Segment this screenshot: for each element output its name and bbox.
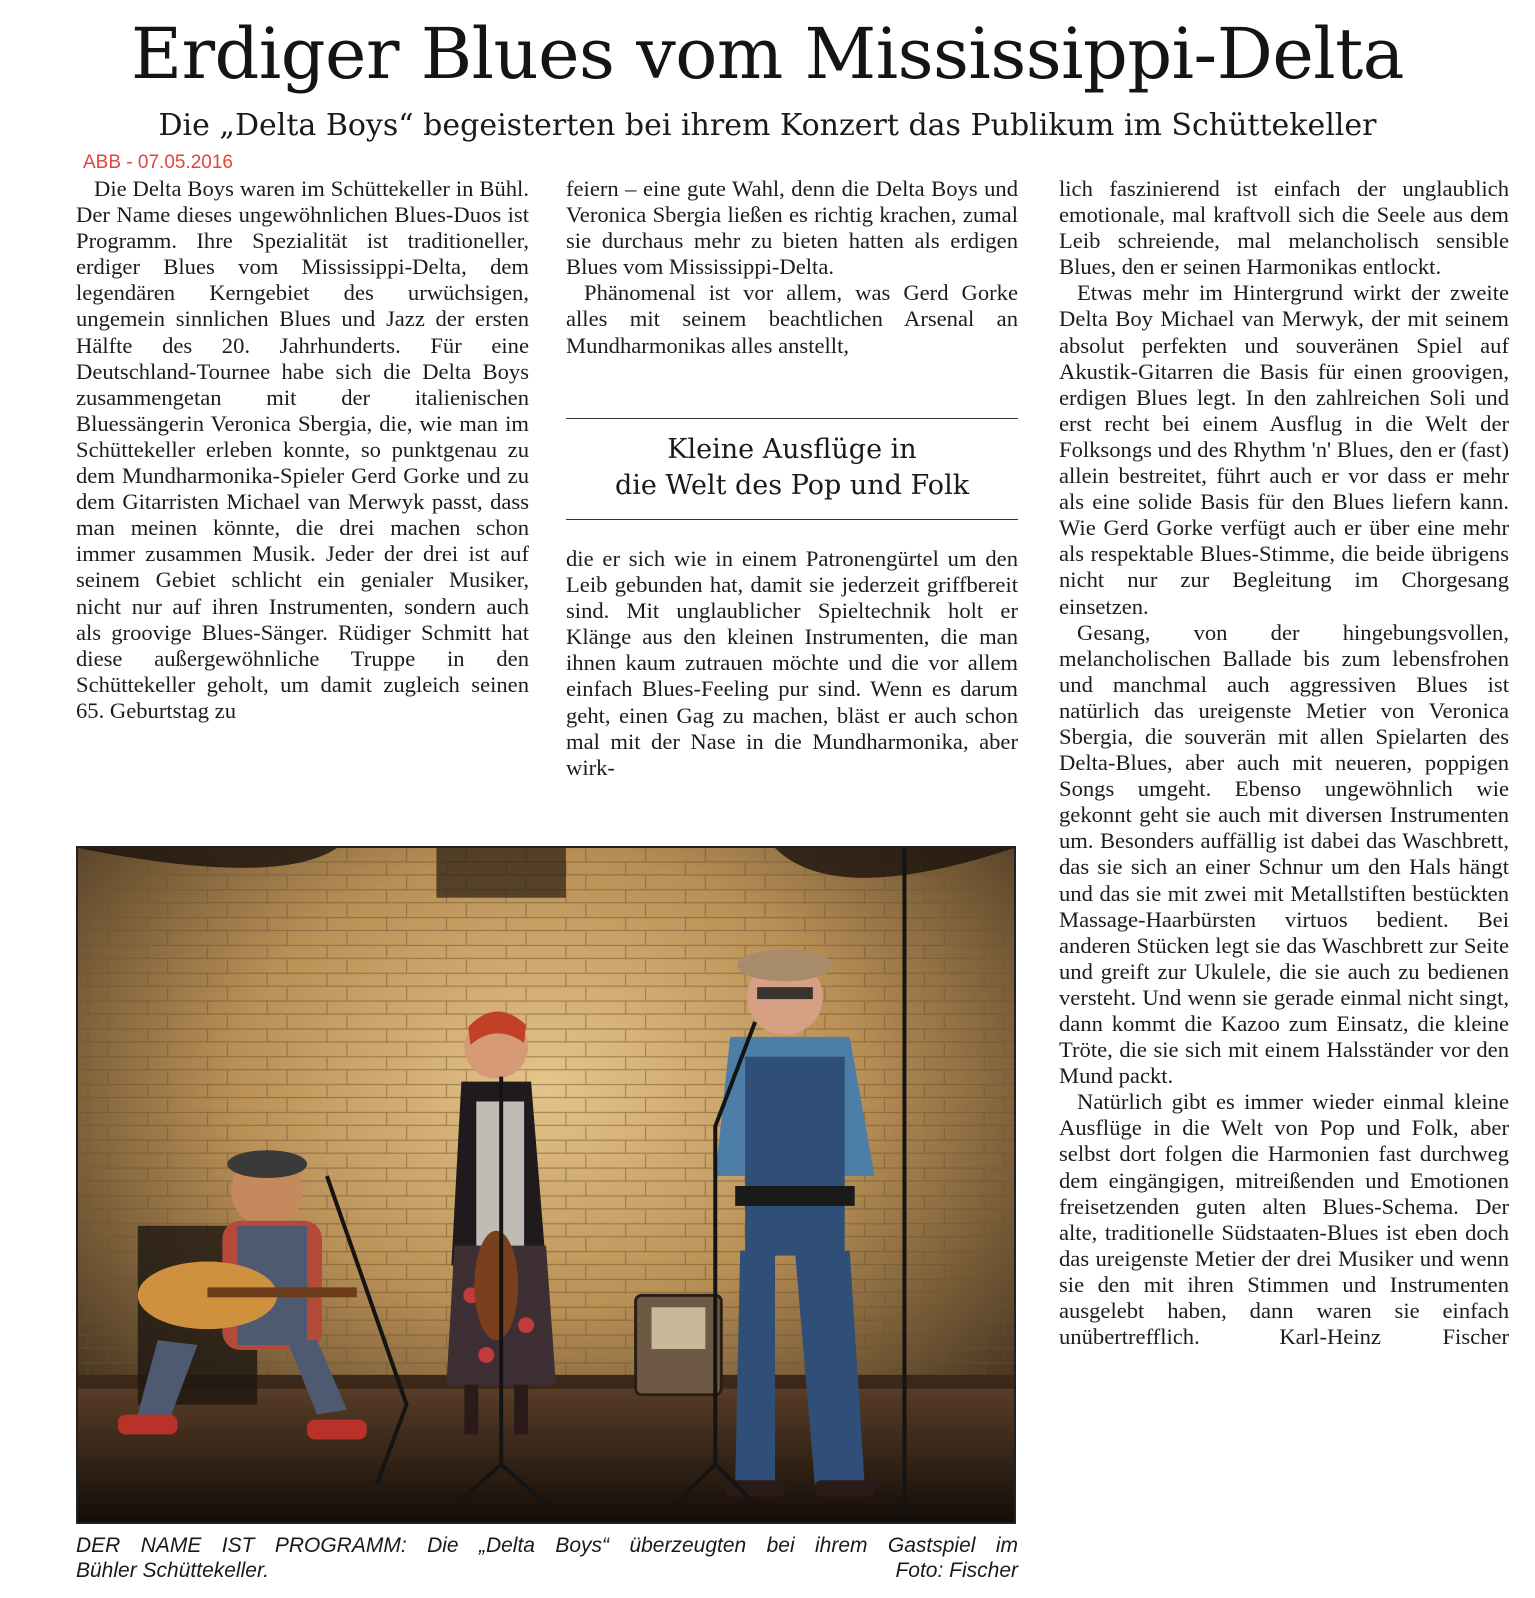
paragraph: lich faszinierend ist einfach der unglaublich emotionale, mal kraftvoll sich die Seele aus dem Leib schreiende, mal melancholisch sensible Blues, den er seinen Harmonikas entlockt. [1059, 176, 1509, 280]
paragraph: Phänomenal ist vor allem, was Gerd Gorke alles mit seinem beachtlichen Arsenal an Mundharmonikas alles anstellt, [566, 280, 1018, 358]
intertitle-line: Kleine Ausflüge in [667, 434, 917, 465]
intertitle-line: die Welt des Pop und Folk [614, 470, 970, 501]
caption-line: DER NAME IST PROGRAMM: Die „Delta Boys“ überzeugten bei ihrem Gastspiel im [76, 1534, 1018, 1557]
concert-photo-illustration [78, 848, 1014, 1522]
photo-credit: Foto: Fischer [895, 1559, 1018, 1582]
column-2-top [566, 176, 1018, 359]
paragraph: die er sich wie in einem Patronengürtel um den Leib gebunden hat, damit sie jederzeit griffbereit sind. Mit unglaublicher Spieltechnik holt er Klänge aus den kleinen Instrumenten, die man ihnen kaum zutrauen möchte und die vor allem einfach Blues-Feeling pur sind. Wenn es darum geht, einen Gag zu machen, bläst er auch schon mal mit der Nase in die Mundharmonika, aber wirk- [566, 546, 1018, 780]
paragraph: feiern – eine gute Wahl, denn die Delta Boys und Veronica Sbergia ließen es richtig krachen, zumal sie durchaus mehr zu bieten hatten als erdigen Blues vom Mississippi-Delta. [566, 176, 1018, 280]
column-3 [1059, 176, 1509, 1350]
column-1 [76, 176, 529, 724]
column-2-bottom [566, 546, 1018, 781]
photo-caption [76, 1533, 1018, 1583]
paragraph-text: Natürlich gibt es immer wieder einmal kleine Ausflüge in die Welt von Pop und Folk, aber selbst dort folgen die Harmonien fast durchweg dem eingängigen, mitreißenden und Emotionen freisetzenden guten alten Blues-Schema. Der alte, traditionelle Südstaaten-Blues ist eben doch das ureigenste Metier der drei Musiker und wenn sie den mit ihren Stimmen und Instrumenten ausgelebt haben, dann waren sie einfach unübertrefflich. [1059, 1089, 1509, 1350]
caption-line [76, 1558, 1018, 1583]
dateline: ABB - 07.05.2016 [83, 152, 233, 173]
author: Karl-Heinz Fischer [1279, 1324, 1509, 1350]
subheadline: Die „Delta Boys“ begeisterten bei ihrem Konzert das Publikum im Schüttekeller [158, 108, 1377, 143]
intertitle-rule-bottom [566, 519, 1018, 520]
caption-line-text: Bühler Schüttekeller. [76, 1559, 269, 1582]
paragraph [1059, 1089, 1509, 1350]
intertitle [566, 432, 1018, 504]
paragraph: Die Delta Boys waren im Schüttekeller in Bühl. Der Name dieses ungewöhnlichen Blues-Duos ist Programm. Ihre Spezialität ist traditioneller, erdiger Blues vom Mississippi-Delta, dem legendären Kerngebiet des urwüchsigen, ungemein sinnlichen Blues und Jazz der ersten Hälfte des 20. Jahrhunderts. Für eine Deutschland-Tournee habe sich die Delta Boys zusammengetan mit der italienischen Bluessängerin Veronica Sbergia, die, wie man im Schüttekeller erleben konnte, so punktgenau zu dem Mundharmonika-Spieler Gerd Gorke und zu dem Gitarristen Michael van Merwyk passt, dass man meinen könnte, die drei machen schon immer zusammen Musik. Jeder der drei ist auf seinem Gebiet schlicht ein genialer Musiker, nicht nur auf ihren Instrumenten, sondern auch als groovige Blues-Sänger. Rüdiger Schmitt hat diese außergewöhnliche Truppe in den Schüttekeller geholt, um damit zugleich seinen 65. Geburtstag zu [76, 176, 529, 723]
concert-photo [76, 846, 1016, 1524]
intertitle-rule-top [566, 418, 1018, 419]
headline: Erdiger Blues vom Mississippi-Delta [130, 13, 1405, 95]
paragraph: Etwas mehr im Hintergrund wirkt der zweite Delta Boy Michael van Merwyk, der mit seinem absolut perfekten und souveränen Spiel auf Akustik-Gitarren die Basis für einen groovigen, erdigen Blues legt. In den zahlreichen Soli und erst recht bei einem Ausflug in die Welt der Folksongs und des Rhythm 'n' Blues, den er (fast) allein bestreitet, führt auch er vor dass er mehr als eine solide Basis für den Blues liefern kann. Wie Gerd Gorke verfügt auch er über eine mehr als respektable Blues-Stimme, die beide übrigens nicht nur zur Begleitung im Chorgesang einsetzen. [1059, 280, 1509, 619]
paragraph: Gesang, von der hingebungsvollen, melancholischen Ballade bis zum lebensfrohen und manchmal auch aggressiven Blues ist natürlich das ureigenste Metier von Veronica Sbergia, die souverän mit allen Spielarten des Delta-Blues, aber auch mit neueren, poppigen Songs umgeht. Ebenso ungewöhnlich wie gekonnt geht sie auch mit diversen Instrumenten um. Besonders auffällig ist dabei das Waschbrett, das sie sich an einer Schnur um den Hals hängt und das sie mit zwei mit Metallstiften bestückten Massage-Haarbürsten virtuos bedient. Bei anderen Stücken legt sie das Waschbrett zur Seite und greift zur Ukulele, die sie auch zu bedienen versteht. Und wenn sie gerade einmal nicht singt, dann kommt die Kazoo zum Einsatz, die kleine Tröte, die sie sich mit einem Halsständer vor den Mund packt. [1059, 619, 1509, 1089]
